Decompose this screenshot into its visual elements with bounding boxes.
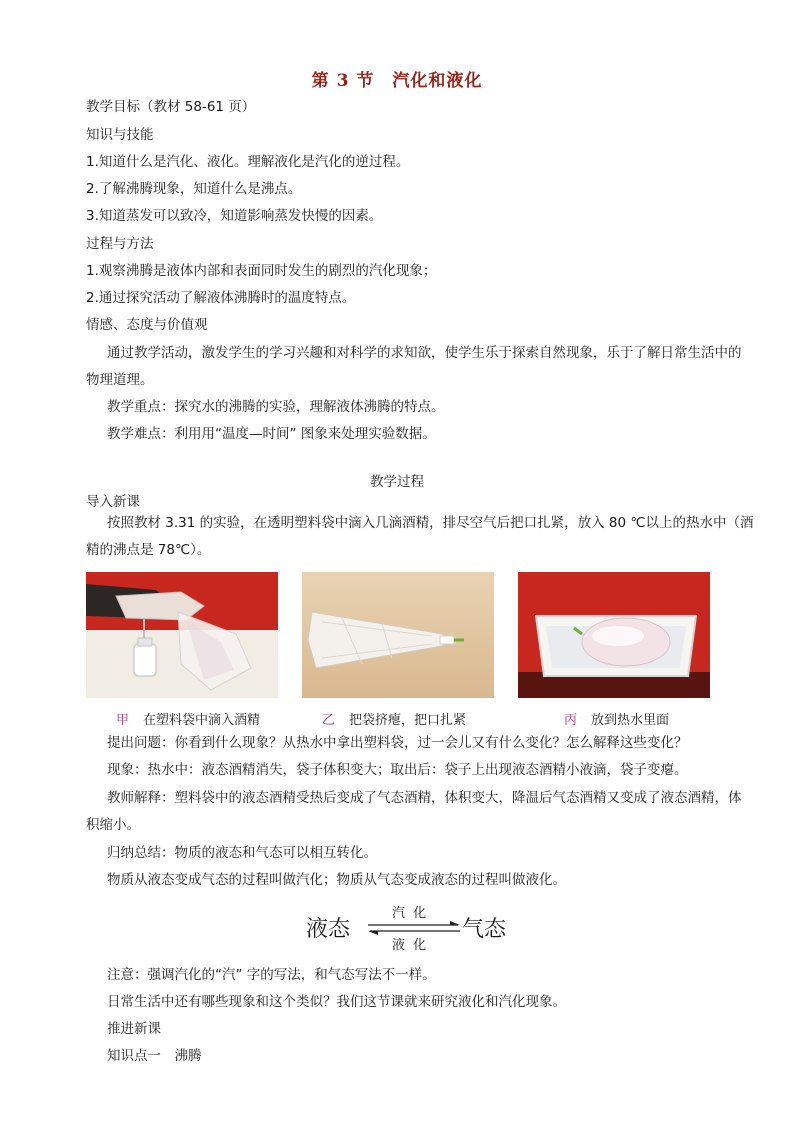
photo-tied-bag-drawing	[302, 572, 494, 698]
photo-dropping-alcohol-drawing	[86, 572, 278, 698]
process-item-1: 1.观察沸腾是液体内部和表面同时发生的剧烈的汽化现象；	[86, 263, 437, 279]
intro-heading: 导入新课	[86, 494, 140, 510]
figure-caption-3	[564, 709, 669, 728]
figure-tag-1: 甲	[116, 713, 130, 728]
formula-liquefy-label: 液 化	[392, 938, 429, 953]
figure-tag-2: 乙	[322, 713, 336, 728]
formula-liquid: 液态	[306, 917, 351, 942]
photo-hot-water-drawing	[518, 572, 710, 698]
process-heading: 过程与方法	[86, 236, 154, 252]
question: 提出问题：你看到什么现象？从热水中拿出塑料袋，过一会儿又有什么变化？怎么解释这些变化？	[80, 735, 688, 751]
photo-hot-water	[518, 572, 710, 698]
phenomenon: 现象：热水中：液态酒精消失，袋子体积变大；取出后：袋子上出现液态酒精小液滴，袋子变瘪。	[80, 762, 688, 778]
figure-caption-2	[322, 709, 466, 728]
figure-text-2: 把袋挤瘪，把口扎紧	[349, 713, 467, 728]
state-change-formula	[300, 898, 520, 958]
advance-heading: 推进新课	[80, 1021, 161, 1037]
formula-arrows-icon	[366, 920, 462, 936]
formula-gas: 气态	[462, 917, 507, 942]
photo-tied-bag	[302, 572, 494, 698]
intro-line-2: 精的沸点是 78℃）。	[86, 542, 211, 558]
knowledge-point-heading: 知识点一 沸腾	[80, 1048, 202, 1064]
key-point: 教学重点：探究水的沸腾的实验，理解液体沸腾的特点。	[80, 399, 445, 415]
page-title: 第 3 节 汽化和液化	[311, 71, 483, 91]
process-item-2: 2.通过探究活动了解液体沸腾时的温度特点。	[86, 290, 356, 306]
explain-line-2: 积缩小。	[86, 817, 140, 833]
emotion-line-1: 通过教学活动，激发学生的学习兴趣和对科学的求知欲，使学生乐于探索自然现象，乐于了解日常生活中的	[80, 345, 742, 361]
knowledge-item-3: 3.知道蒸发可以致冷，知道影响蒸发快慢的因素。	[86, 208, 383, 224]
daily-question: 日常生活中还有哪些现象和这个类似？我们这节课就来研究液化和汽化现象。	[80, 994, 566, 1010]
difficulty: 教学难点：利用用“温度—时间” 图象来处理实验数据。	[80, 426, 436, 442]
figure-caption-1	[116, 709, 260, 728]
figure-tag-3: 丙	[564, 713, 578, 728]
summary: 归纳总结：物质的液态和气态可以相互转化。	[80, 845, 377, 861]
definition: 物质从液态变成气态的过程叫做汽化；物质从气态变成液态的过程叫做液化。	[80, 872, 566, 888]
emotion-line-2: 物理道理。	[86, 372, 154, 388]
figure-text-3: 放到热水里面	[591, 713, 670, 728]
knowledge-item-1: 1.知道什么是汽化、液化。理解液化是汽化的逆过程。	[86, 154, 410, 170]
emotion-heading: 情感、态度与价值观	[86, 317, 208, 333]
goals-heading: 教学目标（教材 58-61 页）	[86, 99, 256, 115]
note: 注意：强调汽化的“汽” 字的写法，和气态写法不一样。	[80, 967, 436, 983]
formula-vaporize-label: 汽 化	[392, 906, 429, 921]
photo-dropping-alcohol	[86, 572, 278, 698]
knowledge-heading: 知识与技能	[86, 127, 154, 143]
figure-text-1: 在塑料袋中滴入酒精	[143, 713, 261, 728]
process-section-heading: 教学过程	[370, 474, 424, 490]
knowledge-item-2: 2.了解沸腾现象，知道什么是沸点。	[86, 181, 302, 197]
intro-line-1: 按照教材 3.31 的实验，在透明塑料袋中滴入几滴酒精，排尽空气后把口扎紧，放入 80 ℃以上的热水中（酒	[80, 515, 754, 531]
explain-line-1: 教师解释：塑料袋中的液态酒精受热后变成了气态酒精，体积变大，降温后气态酒精又变成了液态酒精，体	[80, 790, 742, 806]
